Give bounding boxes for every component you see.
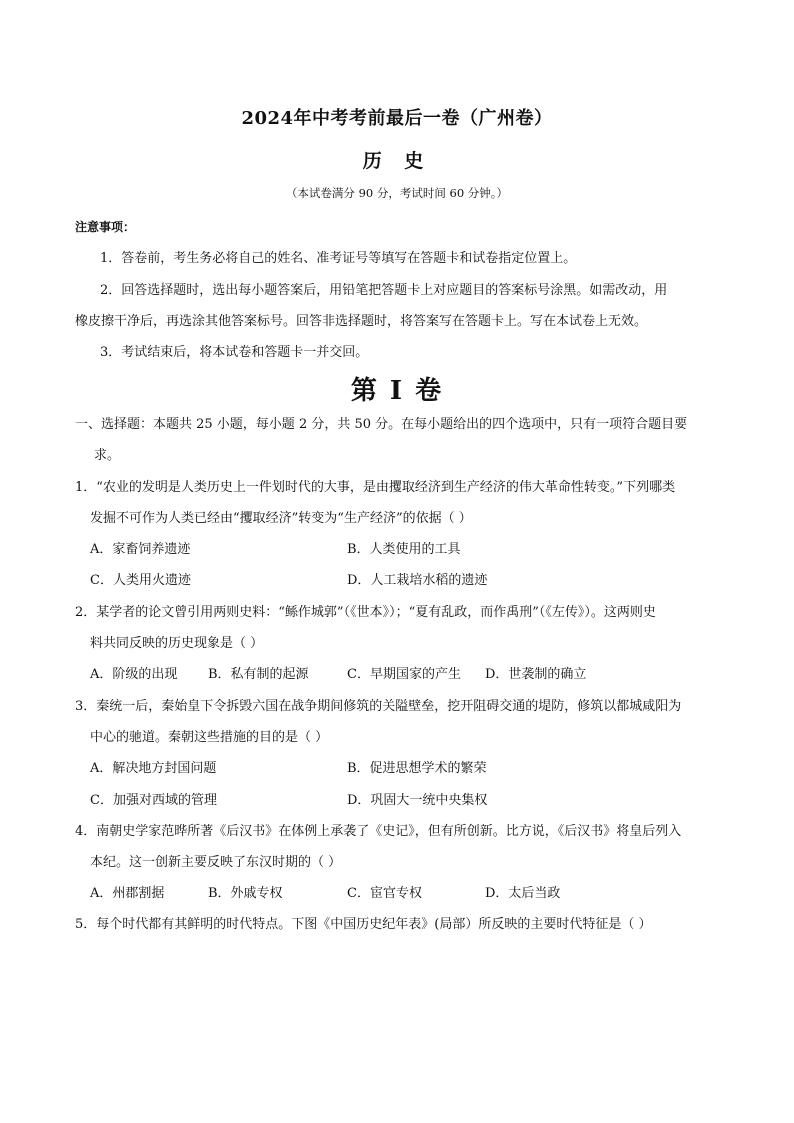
question-text: 中心的驰道。秦朝这些措施的目的是（ ） <box>90 730 329 745</box>
option-a[interactable]: A．州郡割据 <box>90 886 165 901</box>
question-text: 3．秦统一后，秦始皇下令拆毁六国在战争期间修筑的关隘壁垒，挖开阻碍交通的堤防，修筑以都城咸阳为 <box>75 699 682 714</box>
section-intro: 一、选择题：本题共 25 小题，每小题 2 分，共 50 分。在每小题给出的四个选项中，只有一项符合题目要 <box>75 417 688 432</box>
question-text: 发掘不可作为人类已经由“攫取经济”转变为“生产经济”的依据（ ） <box>90 511 472 526</box>
question-text: 料共同反映的历史现象是（ ） <box>90 636 264 651</box>
section-title: 第 I 卷 <box>350 376 444 406</box>
option-c[interactable]: C．宦官专权 <box>347 886 422 901</box>
notice-item: 橡皮擦干净后，再选涂其他答案标号。回答非选择题时，将答案写在答题卡上。写在本试卷上无效。 <box>75 314 648 329</box>
notice-title: 注意事项： <box>75 220 136 234</box>
option-b[interactable]: B．促进思想学术的繁荣 <box>347 761 487 776</box>
option-a[interactable]: A．家畜饲养遗迹 <box>90 542 191 557</box>
question-text: 本纪。这一创新主要反映了东汉时期的（ ） <box>90 855 342 870</box>
option-d[interactable]: D．巩固大一统中央集权 <box>347 793 488 808</box>
option-b[interactable]: B．人类使用的工具 <box>347 542 461 557</box>
option-d[interactable]: D．人工栽培水稻的遗迹 <box>347 573 488 588</box>
notice-item: 2．回答选择题时，选出每小题答案后，用铅笔把答题卡上对应题目的答案标号涂黑。如需改动，用 <box>100 283 668 298</box>
question-text: 1．“农业的发明是人类历史上一件划时代的大事，是由攫取经济到生产经济的伟大革命性转变。”下列哪类 <box>75 480 676 495</box>
section-intro: 求。 <box>94 448 121 463</box>
option-a[interactable]: A．阶级的出现 <box>90 667 178 682</box>
exam-note: （本试卷满分 90 分，考试时间 60 分钟。） <box>285 186 509 200</box>
option-c[interactable]: C．人类用火遗迹 <box>90 573 191 588</box>
option-b[interactable]: B．外戚专权 <box>208 886 283 901</box>
question-text: 5．每个时代都有其鲜明的时代特点。下图《中国历史纪年表》(局部）所反映的主要时代特征是（ ） <box>75 917 652 932</box>
question-text: 4．南朝史学家范晔所著《后汉书》在体例上承袭了《史记》，但有所创新。比方说，《后汉书》将皇后列入 <box>75 824 682 839</box>
option-b[interactable]: B．私有制的起源 <box>208 667 309 682</box>
question-text: 2．某学者的论文曾引用两则史料：“鲧作城郭”（《世本》）；“夏有乱政，而作禹刑”（《左传》）。这两则史 <box>75 605 656 620</box>
option-d[interactable]: D．太后当政 <box>485 886 561 901</box>
subject-title: 历 史 <box>362 150 432 172</box>
option-d[interactable]: D．世袭制的确立 <box>485 667 587 682</box>
exam-title: 2024年中考考前最后一卷（广州卷） <box>241 108 553 129</box>
notice-item: 3．考试结束后，将本试卷和答题卡一并交回。 <box>100 345 369 360</box>
notice-item: 1．答卷前，考生务必将自己的姓名、准考证号等填写在答题卡和试卷指定位置上。 <box>100 251 577 266</box>
option-c[interactable]: C．加强对西域的管理 <box>90 793 217 808</box>
option-a[interactable]: A．解决地方封国问题 <box>90 761 217 776</box>
option-c[interactable]: C．早期国家的产生 <box>347 667 461 682</box>
